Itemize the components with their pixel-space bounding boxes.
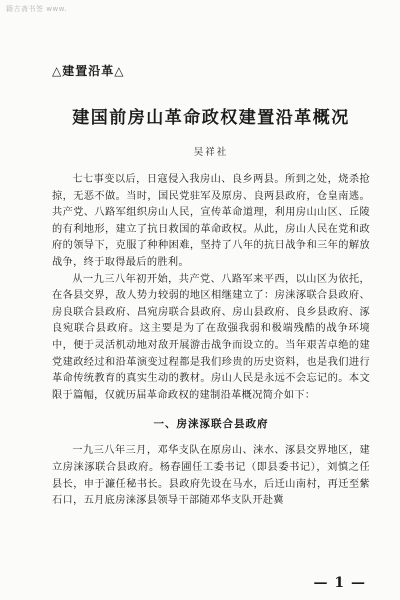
paragraph-intro: 七七事变以后，日寇侵入我房山、良乡两县。所到之处，烧杀抢掠，无恶不做。当时，国民党驻军及原房、良两县政府，仓皇南逃。共产党、八路军组织房山人民，宣传革命道理，利用房山山区、丘陵的有利地形，建立了抗日救国的革命政权。从此，房山人民在党和政府的领导下，克服了种种困难，坚持了八年的抗日战争和三年的解放战争，终于取得最后的胜利。 — [52, 174, 370, 268]
section-tag: △建置沿革△ — [52, 64, 125, 78]
page-number: — 1 — — [313, 575, 366, 591]
document-page — [52, 62, 370, 510]
section-heading: 一、房涞涿联合县政府 — [153, 418, 269, 431]
document-title: 建国前房山革命政权建置沿革概况 — [72, 108, 350, 128]
watermark: 籍古斋书签 www. — [6, 5, 67, 13]
author-name: 吴祥社 — [193, 147, 229, 158]
paragraph-section-1: 一九三八年三月，邓华支队在原房山、涞水、涿县交界地区，建立房涞涿联合县政府。杨春圃任工委书记（即县委书记），刘慎之任县长，申于濂任秘书长。县政府先设在马水，后迁山南村，再迁至紫石口，五月底房涞涿县领导干部随邓华支队开赴冀 — [52, 445, 370, 507]
paragraph-overview: 从一九三八年初开始，共产党、八路军来平西，以山区为依托，在各县交界，敌人势力较弱的地区相继建立了：房涞涿联合县政府、房良联合县政府、昌宛房联合县政府、房山县政府、良乡县政府、涿良宛联合县政府。这主要是为了在敌强我弱和极端残酷的战争环境中，便于灵活机动地对敌开展游击战争而设立的。当年艰苦卓绝的建党建政经过和沿革演变过程都是我们珍贵的历史资料，也是我们进行革命传统教育的真实生动的教材。房山人民是永远不会忘记的。本文限于篇幅，仅就历届革命政权的建制沿革概况简介如下： — [52, 273, 370, 401]
